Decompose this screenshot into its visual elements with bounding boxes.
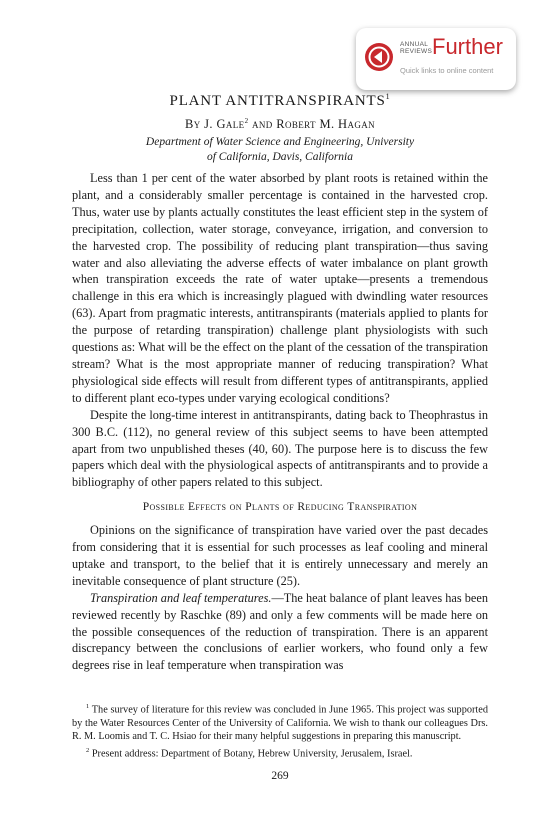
- footnote-2-mark: 2: [86, 746, 90, 754]
- author-line: [0, 117, 560, 132]
- further-label: Further: [432, 34, 503, 59]
- affiliation-line-1: Department of Water Science and Engineering, University: [145, 136, 415, 148]
- footnote-2-text: Present address: Department of Botany, Hebrew University, Jerusalem, Israel.: [91, 748, 413, 760]
- further-quick-links-badge[interactable]: [356, 28, 516, 90]
- article-title: [0, 92, 560, 110]
- by-label: By: [184, 117, 201, 132]
- reviews-text: REVIEWS: [400, 48, 433, 55]
- and-label: and: [252, 117, 273, 132]
- affiliation-line-2: of California, Davis, California: [206, 151, 353, 163]
- footnotes: [72, 700, 488, 760]
- footnote-1-text: The survey of literature for this review was concluded in June 1965. This project was supported by the Water Resources Center of the University of California. We wish to thank our colleagues Drs. R. M. Loomis and T. C. Hsiao for their many helpful suggestions in preparing this manuscript.: [72, 704, 489, 743]
- author-gale: J. Gale: [204, 117, 245, 132]
- author-hagan: Robert M. Hagan: [276, 117, 376, 132]
- section-heading: Possible Effects on Plants of Reducing Transpiration: [142, 501, 418, 514]
- further-logo-icon: [364, 42, 394, 72]
- subsection-title: Transpiration and leaf temperatures.: [90, 590, 272, 605]
- author-footnote-mark: 2: [244, 117, 249, 125]
- article-body: [72, 170, 488, 674]
- title-footnote-mark: 1: [385, 92, 391, 101]
- paragraph-4: [72, 590, 488, 675]
- annual-reviews-wordmark: [400, 41, 432, 55]
- quick-links-text: Quick links to online content: [400, 66, 494, 75]
- footnote-1: [72, 700, 488, 744]
- footnote-1-mark: 1: [86, 703, 90, 710]
- title-text: PLANT ANTITRANSPIRANTS: [169, 93, 386, 109]
- affiliation: [0, 135, 560, 165]
- paragraph-4-text: —The heat balance of plant leaves has been reviewed recently by Raschke (89) and only a few comments will be made here on the possible consequences of the reduction of transpiration. There is an apparent discrepancy between the conclusions of earlier workers, who found only a few degrees rise in leaf temperature when transpiration was: [72, 590, 488, 673]
- paragraph-1: Less than 1 per cent of the water absorbed by plant roots is retained within the plant, and a considerably smaller percentage is contained in the harvested crop. Thus, water use by plants actually constitutes the least efficient step in the system of precipitation, collection, water storage, conveyance, irrigation, and conversion to the harvested crop. The possibility of reducing plant transpiration—thus saving water and also alleviating the adverse effects of water imbalance on plant growth when transpiration exceeds the rate of water uptake—presents a tremendous challenge in this era which is increasingly plagued with dwindling water resources (63). Apart from pragmatic interests, antitranspirants (materials applied to plants for the purpose of retarding transpiration) challenge plant physiologists with such questions as: What will be the effect on the plant of the cessation of the transpiration stream? What is the most appropriate manner of reducing transpiration? What physiological side effects will result from different types of antitranspirants, applied to different plant eco-types under varying ecological conditions?: [72, 171, 488, 405]
- paragraph-2: Despite the long-time interest in antitranspirants, dating back to Theophrastus in 300 B.C. (112), no general review of this subject seems to have been attempted apart from two unpublished theses (40, 60). The purpose here is to discuss the few papers which deal with the physiological aspects of antitranspirants and to provide a bibliography of other papers related to this subject.: [72, 407, 488, 490]
- page-number: 269: [271, 770, 289, 782]
- footnote-2: [72, 744, 488, 761]
- paragraph-3: Opinions on the significance of transpiration have varied over the past decades from considering that it is essential for such processes as leaf cooling and mineral uptake and transport, to the belief that it is entirely unnecessary and merely an inevitable consequence of plant structure (25).: [72, 523, 488, 588]
- annual-text: ANNUAL: [400, 41, 429, 48]
